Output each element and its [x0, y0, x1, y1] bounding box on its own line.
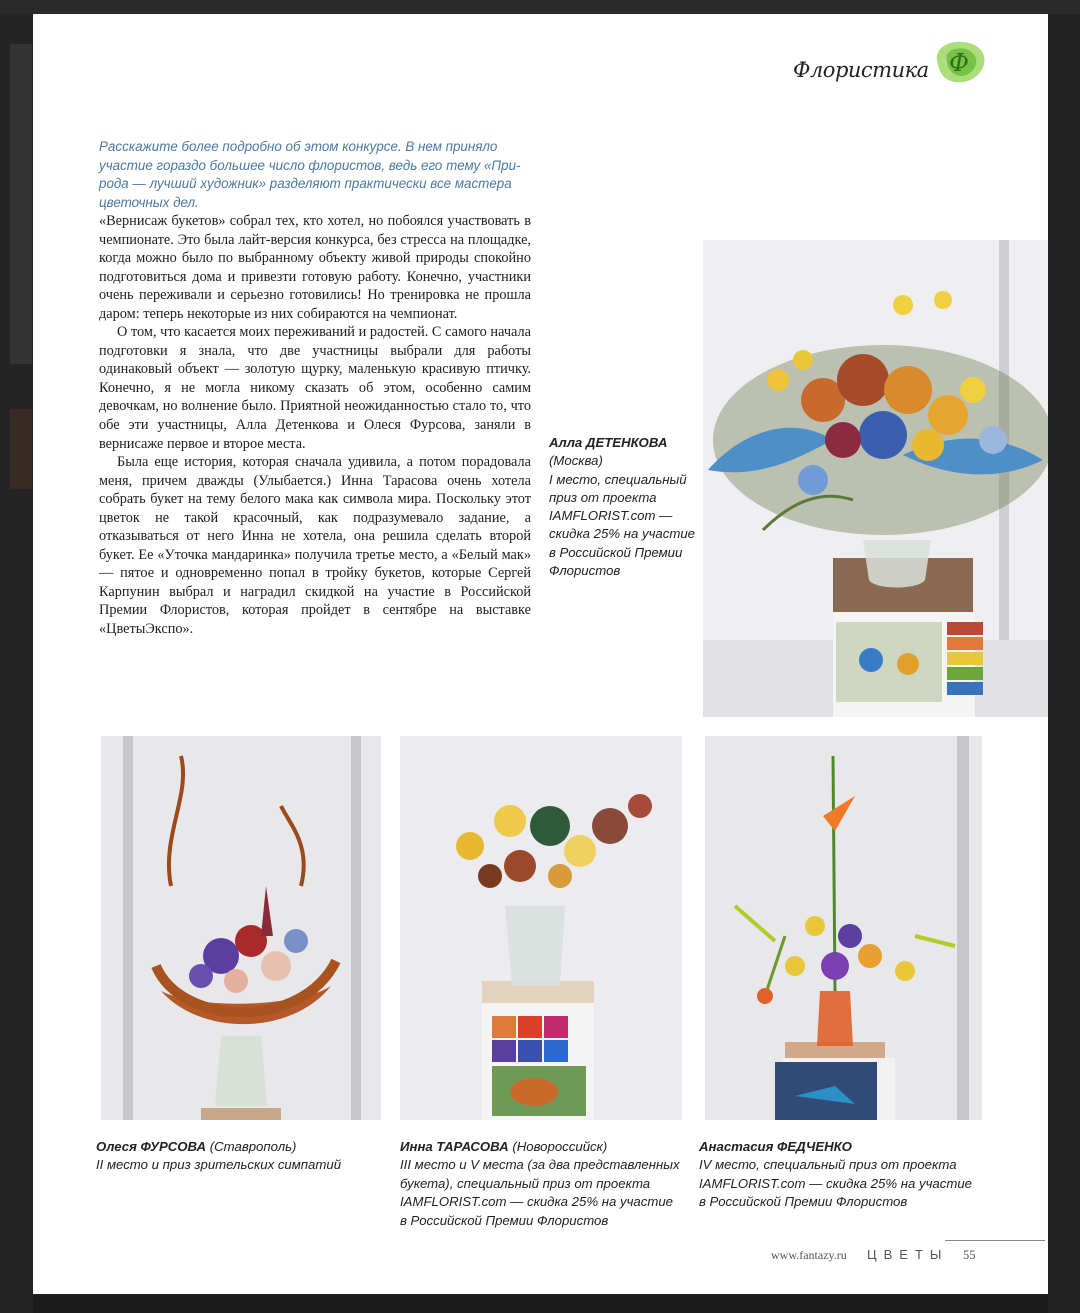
article-paragraph: О том, что касается моих переживаний и радостей. С самого начала подготовки я знала, что две участницы выбрали для работы одинаковый объект — золотую щурку, маленькую красивую птичку. Конечно, я не могла никому сказать об этом, особенно самим девочкам, но волнение было. Приятной неожиданностью стало то, что обе эти участницы, Алла Детенкова и Олеся Фурсова, заняли в вернисаже первое и второе места.: [99, 324, 531, 452]
magazine-page: [33, 14, 1048, 1294]
main-photo-caption: [549, 434, 699, 580]
caption-text: III место и V места (за два представленных букета), специальный приз от проекта IAMFLORIST.com — скидка 25% на участие в Российской Премии Флористов: [400, 1157, 680, 1228]
bouquet-photo-fedchenko: [705, 736, 982, 1120]
right-dark-strip: [1048, 14, 1080, 1313]
top-dark-strip: [0, 0, 1080, 14]
logo-text: Флористика: [793, 58, 929, 82]
section-logo: [793, 38, 993, 98]
page-footer: [771, 1246, 1041, 1268]
article-paragraph: «Вернисаж букетов» собрал тех, кто хотел, но побоялся участвовать в чемпионате. Это была лайт-версия конкурса, без стресса на площадке, когда можно было по выбранному объекту живой природы спокойно подготовиться дома и привезти готовую работу. Конечно, участники очень переживали и серьезно готовились! Но тренировка не прошла даром: теперь некоторые из них собираются на чемпионат.: [99, 213, 531, 322]
caption-tarasova: [400, 1138, 682, 1230]
main-bouquet-photo: [703, 240, 1048, 717]
caption-city: (Новороссийск): [512, 1139, 608, 1154]
footer-divider: [945, 1240, 1045, 1241]
caption-fedchenko: [699, 1138, 981, 1212]
caption-text: I место, специальный приз от проекта IAMFLORIST.com — скидка 25% на участие в Российской Премии Флористов: [549, 471, 695, 579]
caption-text: IV место, специальный приз от проекта IAMFLORIST.com — скидка 25% на участие в Российской Премии Флористов: [699, 1157, 972, 1210]
previous-page-edge: [0, 14, 33, 1313]
footer-url: www.fantazy.ru: [771, 1248, 847, 1262]
caption-text: II место и приз зрительских симпатий: [96, 1157, 342, 1173]
caption-fursova: [96, 1138, 386, 1175]
caption-city: (Ставрополь): [209, 1139, 297, 1154]
bouquet-photo-fursova: [101, 736, 381, 1120]
caption-name: Анастасия ФЕДЧЕНКО: [699, 1139, 852, 1154]
caption-name: Инна ТАРАСОВА: [400, 1139, 509, 1154]
article-paragraph: Была еще история, которая сначала удивила, а потом порадовала меня, причем дважды (Улыбается.) Инна Тарасова очень хотела собрать букет на тему белого мака как символа мира. Поскольку этот цветок не такой красочный, как подразумевало задание, а отказываться от него Инна не хотела, она решила сделать второй букет. Ее «Уточка мандаринка» получила третье место, а «Белый мак» — пятое и одновременно попал в тройку букетов, которые Сергей Карпунин выбрал и наградил скидкой на участие в Российской Премии Флористов, которая пройдет в сентябре на выставке «ЦветыЭкспо».: [99, 454, 531, 638]
caption-city: (Москва): [549, 453, 603, 469]
article-body: [99, 212, 531, 639]
previous-page-photo-edge-2: [10, 409, 32, 489]
caption-name: Алла ДЕТЕНКОВА: [549, 435, 668, 450]
svg-text:Ф: Ф: [949, 49, 969, 77]
previous-page-photo-edge: [10, 44, 32, 364]
caption-name: Олеся ФУРСОВА: [96, 1139, 207, 1154]
bouquet-photo-tarasova: [400, 736, 682, 1120]
interview-question: Расскажите более подробно об этом конкурсе. В нем приняло участие гораздо большее число флористов, ведь его тему «Природа — лучший художник» разделяют практически все мастера цветочных дел.: [99, 139, 521, 210]
logo-watercolor-icon: [929, 38, 989, 88]
footer-magazine-name: ЦВЕТЫ: [867, 1247, 949, 1262]
page-number: 55: [963, 1248, 976, 1262]
